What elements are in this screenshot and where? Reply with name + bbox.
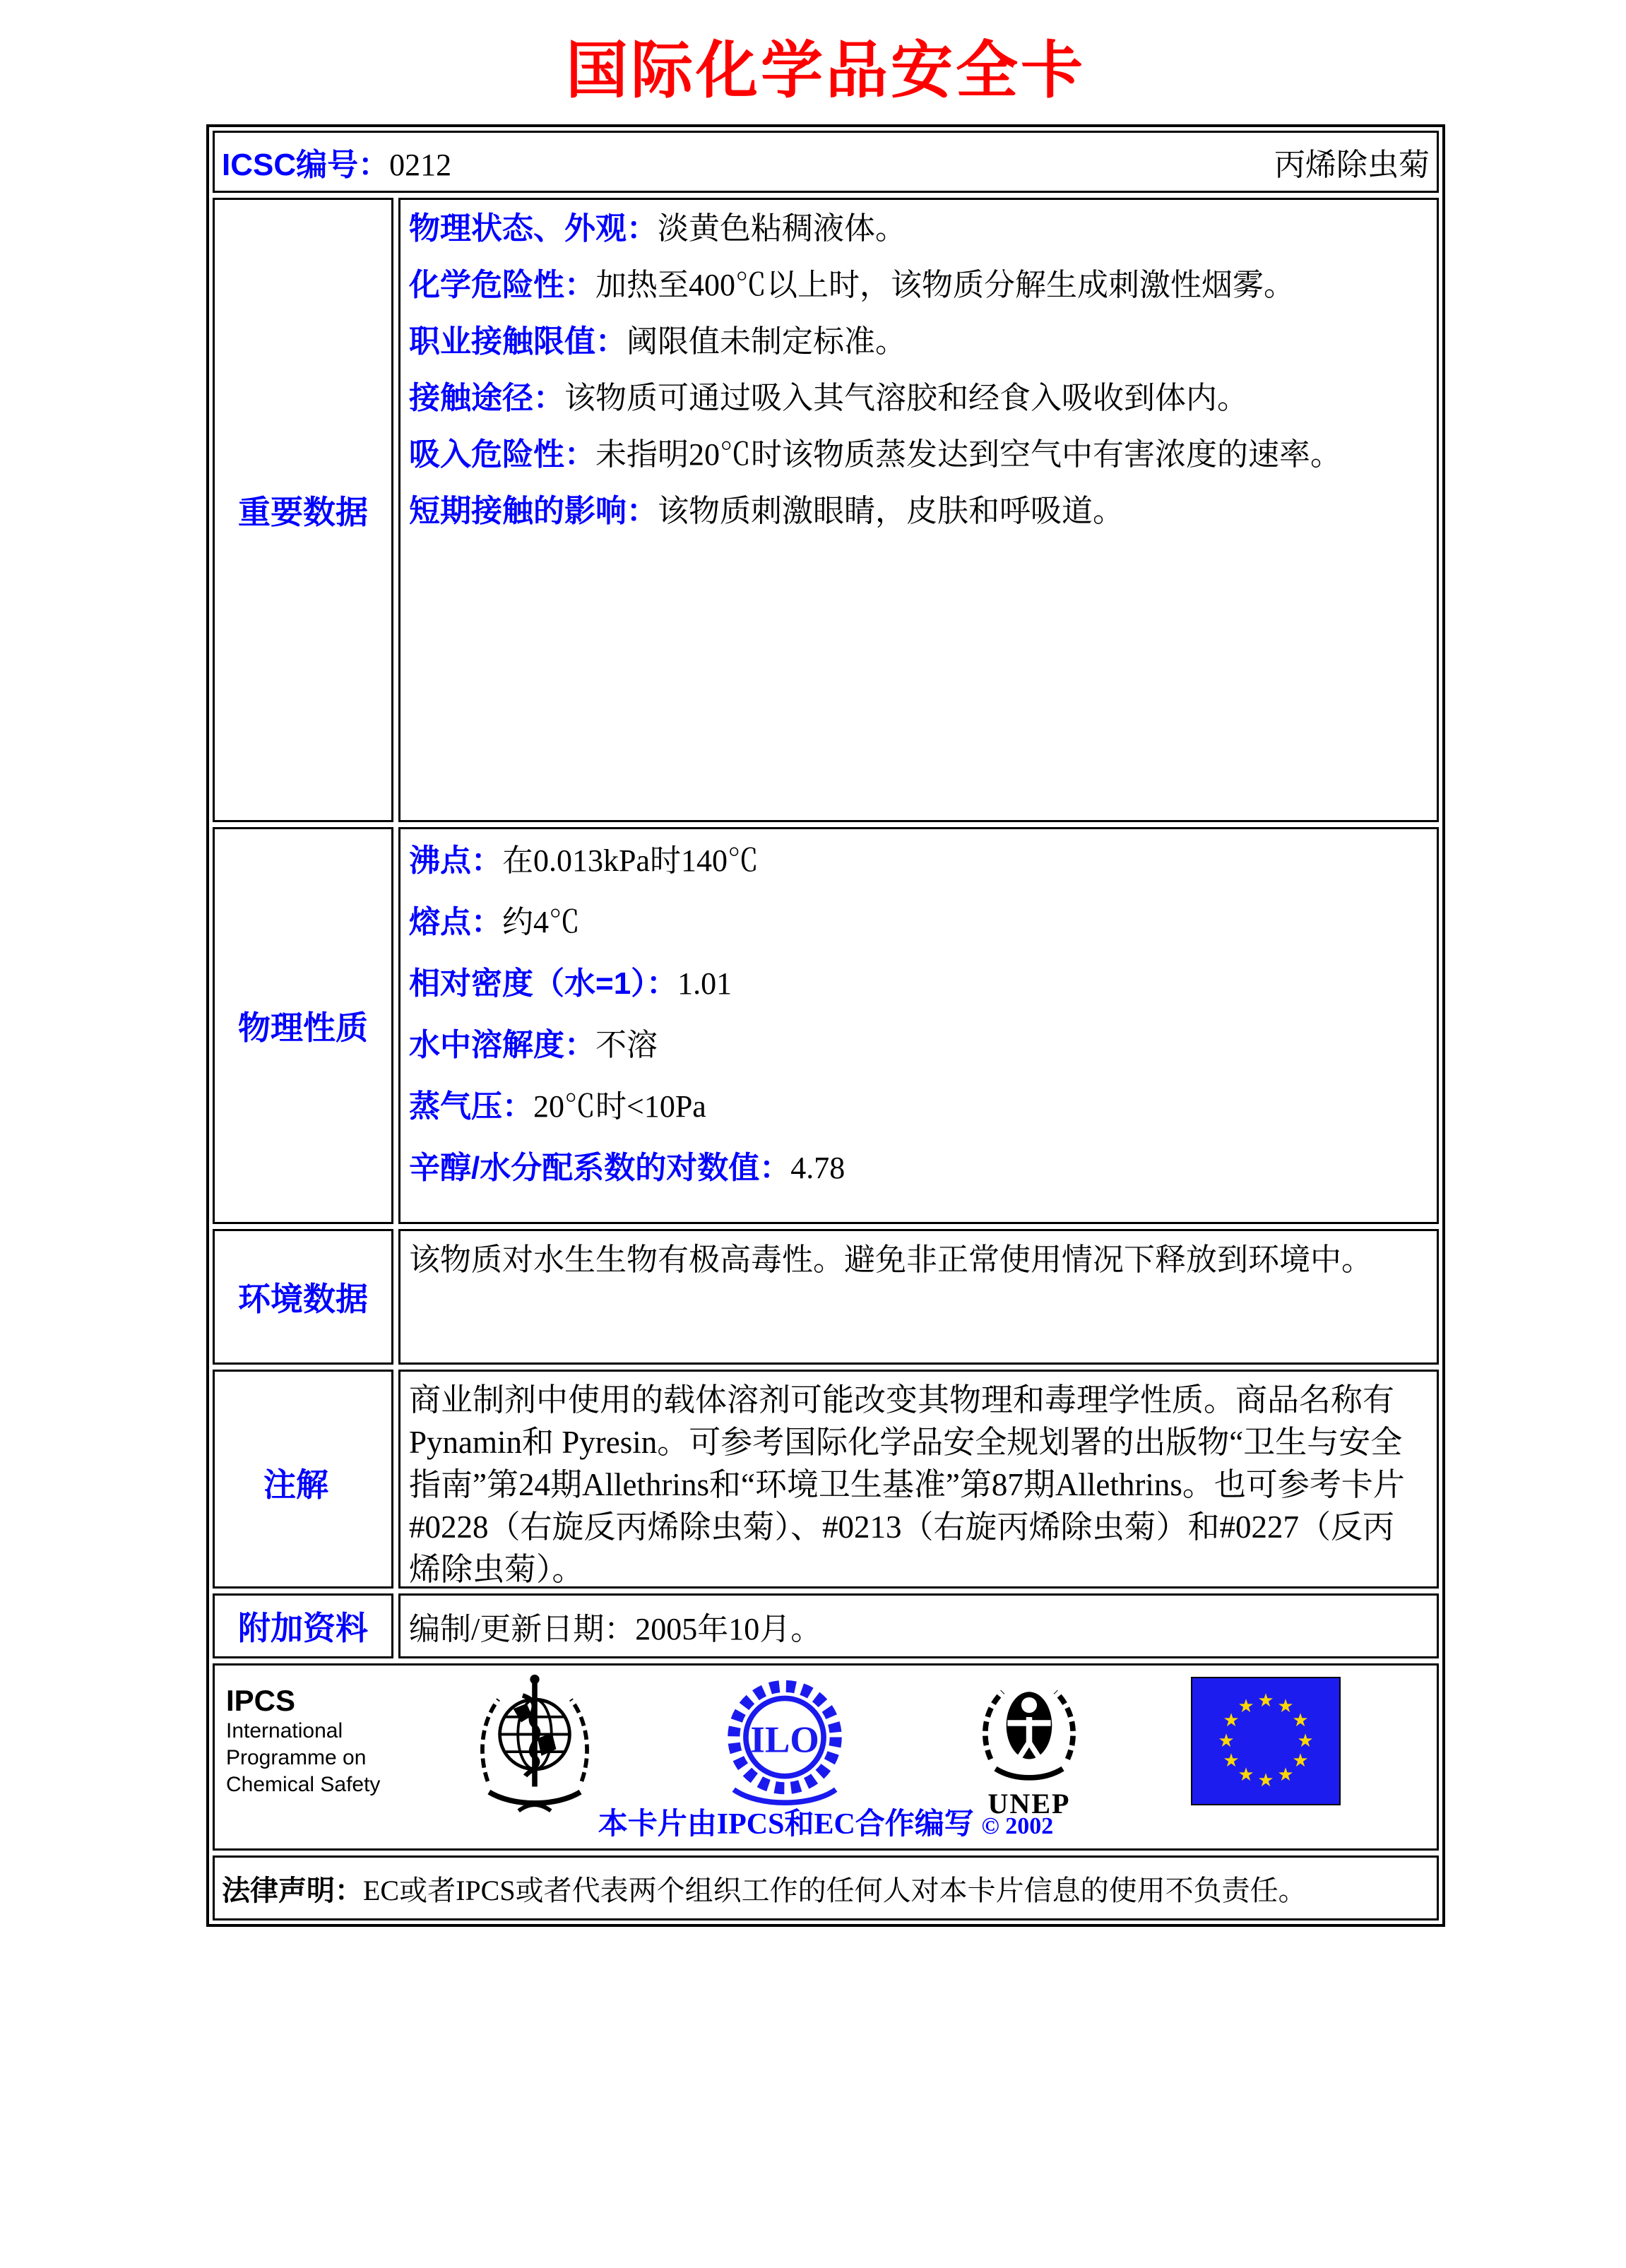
ilo-text: ILO [750, 1718, 819, 1761]
legal-row [213, 1856, 1439, 1920]
icsc-number-group [222, 139, 451, 184]
legal-label: 法律声明： [222, 1875, 363, 1906]
environmental-data-content [398, 1229, 1439, 1365]
ipcs-abbr: IPCS [226, 1684, 296, 1717]
property-line: 短期接触的影响：该物质刺激眼睛，皮肤和呼吸道。 [409, 494, 1124, 528]
svg-text:★: ★ [1297, 1730, 1314, 1752]
icsc-table [206, 124, 1445, 1927]
legal-cell [213, 1856, 1439, 1920]
ipcs-block [226, 1684, 380, 1798]
section-label-physical-properties [213, 827, 393, 1224]
legal-text: EC或者IPCS或者代表两个组织工作的任何人对本卡片信息的使用不负责任。 [363, 1874, 1307, 1906]
property-line: 吸入危险性：未指明20℃时该物质蒸发达到空气中有害浓度的速率。 [409, 437, 1341, 472]
unep-logo [969, 1673, 1089, 1819]
section-label-text: 环境数据 [238, 1281, 368, 1317]
svg-text:★: ★ [1218, 1730, 1235, 1752]
additional-info-text: 编制/更新日期：2005年10月。 [409, 1612, 822, 1646]
notes-text: 商业制剂中使用的载体溶剂可能改变其物理和毒理学性质。商品名称有Pynamin和 Pyresin。可参考国际化学品安全规划署的出版物“卫生与安全指南”第24期Allethrins和“环境卫生基准”第87期Allethrins。也可参考卡片#0228（右旋反丙烯除虫菊）、#0213（右旋丙烯除虫菊）和#0227（反丙烯除虫菊）。 [409, 1382, 1405, 1587]
section-label-text: 注解 [263, 1466, 328, 1503]
header-row [213, 131, 1439, 193]
section-label-text: 附加资料 [238, 1610, 368, 1646]
property-line: 职业接触限值：阈限值未制定标准。 [409, 324, 906, 359]
eu-flag [1191, 1677, 1341, 1805]
section-label-notes [213, 1370, 393, 1589]
chemical-name: 丙烯除虫菊 [1274, 148, 1430, 182]
svg-text:★: ★ [1238, 1696, 1254, 1717]
svg-text:★: ★ [1223, 1710, 1240, 1731]
property-line: 相对密度（水=1）：1.01 [409, 966, 732, 1001]
copyright-text: © 2002 [981, 1813, 1054, 1839]
physical-properties-content [398, 827, 1439, 1224]
ipcs-name-line: Chemical Safety [226, 1773, 381, 1796]
credit-text: 本卡片由IPCS和EC合作编写 [598, 1808, 974, 1841]
important-data-content [398, 198, 1439, 822]
property-line: 辛醇/水分配系数的对数值：4.78 [409, 1151, 845, 1185]
section-label-environmental-data [213, 1229, 393, 1365]
header-cell [213, 131, 1439, 193]
ilo-logo [718, 1674, 852, 1815]
svg-text:★: ★ [1223, 1750, 1240, 1771]
unep-emblem-icon [969, 1673, 1089, 1786]
property-line: 化学危险性：加热至400℃以上时，该物质分解生成刺激性烟雾。 [409, 268, 1295, 302]
environmental-data-row [213, 1229, 1439, 1365]
footer-logos-cell [213, 1663, 1439, 1851]
page-title: 国际化学品安全卡 [565, 35, 1086, 105]
physical-properties-row [213, 827, 1439, 1224]
svg-text:★: ★ [1277, 1696, 1294, 1717]
additional-info-row [213, 1593, 1439, 1658]
important-data-row [213, 198, 1439, 822]
property-line: 水中溶解度：不溶 [409, 1028, 658, 1062]
property-line: 蒸气压：20℃时<10Pa [409, 1089, 706, 1124]
section-label-text: 物理性质 [238, 1009, 368, 1046]
section-label-important-data [213, 198, 393, 822]
environmental-data-text: 该物质对水生生物有极高毒性。避免非正常使用情况下释放到环境中。 [409, 1242, 1372, 1277]
ipcs-name-line: International [226, 1719, 343, 1742]
svg-text:★: ★ [1277, 1764, 1294, 1786]
property-line: 物理状态、外观：淡黄色粘稠液体。 [409, 211, 906, 246]
section-label-additional-info [213, 1593, 393, 1658]
section-label-text: 重要数据 [238, 494, 368, 530]
icsc-number-value: 0212 [389, 148, 452, 182]
property-line: 熔点：约4℃ [409, 905, 580, 939]
organisations-row [213, 1663, 1439, 1851]
svg-text:★: ★ [1292, 1710, 1309, 1731]
property-line: 沸点：在0.013kPa时140℃ [409, 843, 759, 878]
ipcs-name-line: Programme on [226, 1746, 367, 1769]
svg-text:★: ★ [1292, 1750, 1309, 1771]
property-line: 接触途径：该物质可通过吸入其气溶胶和经食入吸收到体内。 [409, 381, 1248, 415]
svg-text:★: ★ [1257, 1690, 1274, 1711]
icsc-number-label: ICSC编号： [222, 148, 390, 182]
notes-content [398, 1370, 1439, 1589]
svg-text:★: ★ [1238, 1764, 1254, 1786]
additional-info-content [398, 1593, 1439, 1658]
notes-row [213, 1370, 1439, 1589]
svg-text:★: ★ [1257, 1770, 1274, 1791]
credit-line [215, 1800, 1437, 1843]
unep-text: UNEP [987, 1788, 1071, 1819]
